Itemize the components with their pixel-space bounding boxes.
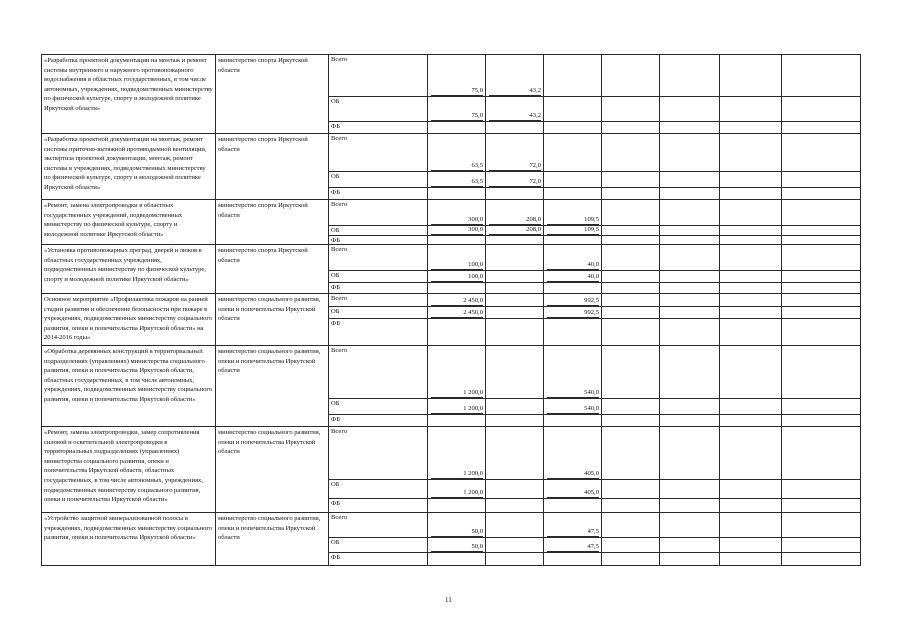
row-border <box>41 199 861 200</box>
funding-source-label: ФБ <box>331 284 340 291</box>
subrow-border <box>328 282 861 283</box>
amount-value: 40,0 <box>587 261 599 268</box>
funding-source-label: ОБ <box>331 481 340 488</box>
funding-source-label: Всего <box>331 135 348 142</box>
funding-source-label: ОБ <box>331 308 340 315</box>
amount-underline <box>431 305 483 306</box>
funding-source-label: ФБ <box>331 123 340 130</box>
subrow-border <box>328 414 861 415</box>
amount-value: 109,5 <box>584 226 599 233</box>
amount-value: 47,5 <box>587 543 599 550</box>
funding-source-label: Всего <box>331 246 348 253</box>
table-bottom-border <box>41 565 861 566</box>
amount-underline <box>431 497 483 498</box>
funding-source-label: ОБ <box>331 98 340 105</box>
subrow-border <box>328 537 861 538</box>
subrow-border <box>328 479 861 480</box>
event-name: «Разработка проектной документации на монтаж и ремонт системы внутреннего и наружного противопожарного водоснабжения в областных государственных, в том числе автономных, учреждениях, подведомственных министерству по физической культуре, спорту и молодежной политике Иркутской области» <box>44 57 213 112</box>
amount-underline <box>489 95 541 96</box>
amount-value: 300,0 <box>468 226 483 233</box>
grid-col-line <box>659 54 660 566</box>
amount-underline <box>431 413 483 414</box>
amount-value: 1 200,0 <box>463 389 483 396</box>
amount-value: 63,5 <box>471 162 483 169</box>
amount-underline <box>431 120 483 121</box>
row-border <box>41 512 861 513</box>
amount-value: 47,5 <box>587 528 599 535</box>
subrow-border <box>328 235 861 236</box>
amount-value: 208,0 <box>526 226 541 233</box>
funding-source-label: ФБ <box>331 500 340 507</box>
amount-underline <box>547 397 599 398</box>
amount-value: 75,0 <box>471 112 483 119</box>
grid-col-line <box>860 54 861 566</box>
amount-underline <box>431 551 483 552</box>
amount-value: 2 450,0 <box>463 309 483 316</box>
amount-underline <box>547 497 599 498</box>
funding-source-label: Всего <box>331 56 348 63</box>
amount-underline <box>489 234 541 235</box>
amount-underline <box>489 170 541 171</box>
amount-underline <box>547 305 599 306</box>
amount-underline <box>547 536 599 537</box>
amount-underline <box>489 224 541 225</box>
amount-underline <box>547 224 599 225</box>
funding-source-label: Всего <box>331 295 348 302</box>
funding-source-label: ФБ <box>331 554 340 561</box>
amount-value: 72,0 <box>529 178 541 185</box>
amount-value: 75,0 <box>471 87 483 94</box>
subrow-border <box>328 306 861 307</box>
event-name: «Обработка деревянных конструкций в территориальных подразделениях (управлениях) министерства социального развития, опеки и попечительства Иркутской области, областных государственных, в том числе автономных, учреждениях, подведомственных министерству социального развития, опеки и попечительства Иркутской области» <box>44 348 213 403</box>
amount-underline <box>431 281 483 282</box>
executor-name: министерство спорта Иркутской области <box>218 202 308 219</box>
funding-source-label: ФБ <box>331 237 340 244</box>
amount-value: 50,0 <box>471 528 483 535</box>
amount-value: 1 200,0 <box>463 489 483 496</box>
grid-col-line <box>781 54 782 566</box>
row-border <box>41 426 861 427</box>
funding-source-label: ФБ <box>331 416 340 423</box>
amount-underline <box>431 170 483 171</box>
amount-value: 208,0 <box>526 216 541 223</box>
subrow-border <box>328 498 861 499</box>
amount-value: 992,5 <box>584 309 599 316</box>
amount-underline <box>431 397 483 398</box>
amount-value: 109,5 <box>584 216 599 223</box>
funding-source-label: ОБ <box>331 227 340 234</box>
subrow-border <box>328 96 861 97</box>
funding-source-label: ОБ <box>331 272 340 279</box>
funding-source-label: Всего <box>331 201 348 208</box>
executor-name: министерство социального развития, опеки и попечительства Иркутской области <box>218 515 321 542</box>
executor-name: министерство спорта Иркутской области <box>218 247 308 264</box>
subrow-border <box>328 318 861 319</box>
amount-value: 43,2 <box>529 112 541 119</box>
amount-value: 72,0 <box>529 162 541 169</box>
executor-name: министерство спорта Иркутской области <box>218 136 308 153</box>
event-name: «Установка противопожарных преград, дверей и люков в областных государственных учреждениях, подведомственных министерству по физической культуре, спорту и молодежной политике Иркутской области» <box>44 247 206 283</box>
amount-value: 405,0 <box>584 489 599 496</box>
funding-source-label: Всего <box>331 514 348 521</box>
amount-value: 63,5 <box>471 178 483 185</box>
funding-source-label: ОБ <box>331 173 340 180</box>
amount-value: 540,0 <box>584 405 599 412</box>
amount-value: 43,2 <box>529 87 541 94</box>
executor-name: министерство социального развития, опеки и попечительства Иркутской области <box>218 296 321 323</box>
funding-source-label: Всего <box>331 428 348 435</box>
amount-value: 100,0 <box>468 273 483 280</box>
amount-underline <box>431 234 483 235</box>
amount-underline <box>547 478 599 479</box>
amount-underline <box>489 120 541 121</box>
subrow-border <box>328 187 861 188</box>
amount-underline <box>547 269 599 270</box>
executor-name: министерство социального развития, опеки и попечительства Иркутской области <box>218 429 321 456</box>
subrow-border <box>328 270 861 271</box>
amount-value: 40,0 <box>587 273 599 280</box>
amount-value: 405,0 <box>584 470 599 477</box>
grid-col-line <box>485 54 486 566</box>
subrow-border <box>328 171 861 172</box>
amount-underline <box>431 186 483 187</box>
amount-underline <box>547 551 599 552</box>
funding-source-label: ОБ <box>331 539 340 546</box>
amount-value: 100,0 <box>468 261 483 268</box>
row-border <box>41 54 861 55</box>
grid-col-line <box>41 54 42 566</box>
funding-source-label: Всего <box>331 347 348 354</box>
amount-underline <box>547 317 599 318</box>
amount-underline <box>547 281 599 282</box>
funding-source-label: ОБ <box>331 400 340 407</box>
amount-value: 1 200,0 <box>463 470 483 477</box>
grid-col-line <box>719 54 720 566</box>
amount-value: 300,0 <box>468 216 483 223</box>
amount-underline <box>431 478 483 479</box>
amount-underline <box>431 224 483 225</box>
event-name: «Разработка проектной документации на монтаж, ремонт системы приточно-вытяжной противодымной вентиляции, экспертиза проектной документации, монтаж, ремонт системы в учреждениях, подведомственных министерству по физической культуре, спорту и молодежной политике Иркутской области» <box>44 136 207 191</box>
event-name: Основное мероприятие «Профилактика пожаров на ранней стадии развития и обеспечение безопасности при пожаре в учреждениях, подведомственных министерству социального развития, опеки и попечительства Иркутской области» на 2014-2016 годы» <box>44 296 213 342</box>
amount-underline <box>547 234 599 235</box>
amount-underline <box>547 413 599 414</box>
funding-source-label: ФБ <box>331 320 340 327</box>
amount-underline <box>431 536 483 537</box>
amount-value: 540,0 <box>584 389 599 396</box>
page-number: 11 <box>445 596 452 604</box>
row-border <box>41 345 861 346</box>
amount-value: 1 200,0 <box>463 405 483 412</box>
grid-col-line <box>601 54 602 566</box>
event-name: «Устройство защитной минерализованной полосы в учреждениях, подведомственных министерству социального развития, опеки и попечительства Иркутской области» <box>44 515 213 542</box>
subrow-border <box>328 552 861 553</box>
subrow-border <box>328 121 861 122</box>
funding-source-label: ФБ <box>331 189 340 196</box>
executor-name: министерство социального развития, опеки и попечительства Иркутской области <box>218 348 321 375</box>
subrow-border <box>328 398 861 399</box>
row-border <box>41 244 861 245</box>
amount-underline <box>431 269 483 270</box>
row-border <box>41 293 861 294</box>
amount-value: 50,0 <box>471 543 483 550</box>
amount-value: 2 450,0 <box>463 297 483 304</box>
grid-col-line <box>215 54 216 566</box>
amount-value: 992,5 <box>584 297 599 304</box>
amount-underline <box>489 186 541 187</box>
grid-col-line <box>328 54 329 566</box>
amount-underline <box>431 95 483 96</box>
amount-underline <box>431 317 483 318</box>
event-name: «Ремонт, замена электропроводки, замер сопротивления силовой и осветительной электропроводки в территориальных подразделениях (управлениях) министерства социального развития, опеки и попечительства Иркутской области, областных государственных, в том числе автономных, учреждениях, подведомственных министерству социального развития, опеки и попечительства Иркутской области» <box>44 429 203 504</box>
event-name: «Ремонт, замена электропроводки в областных государственных учреждений, подведомственных министерству по физической культуре, спорту и молодежной политике Иркутской области» <box>44 202 183 238</box>
executor-name: министерство спорта Иркутской области <box>218 57 308 74</box>
row-border <box>41 133 861 134</box>
